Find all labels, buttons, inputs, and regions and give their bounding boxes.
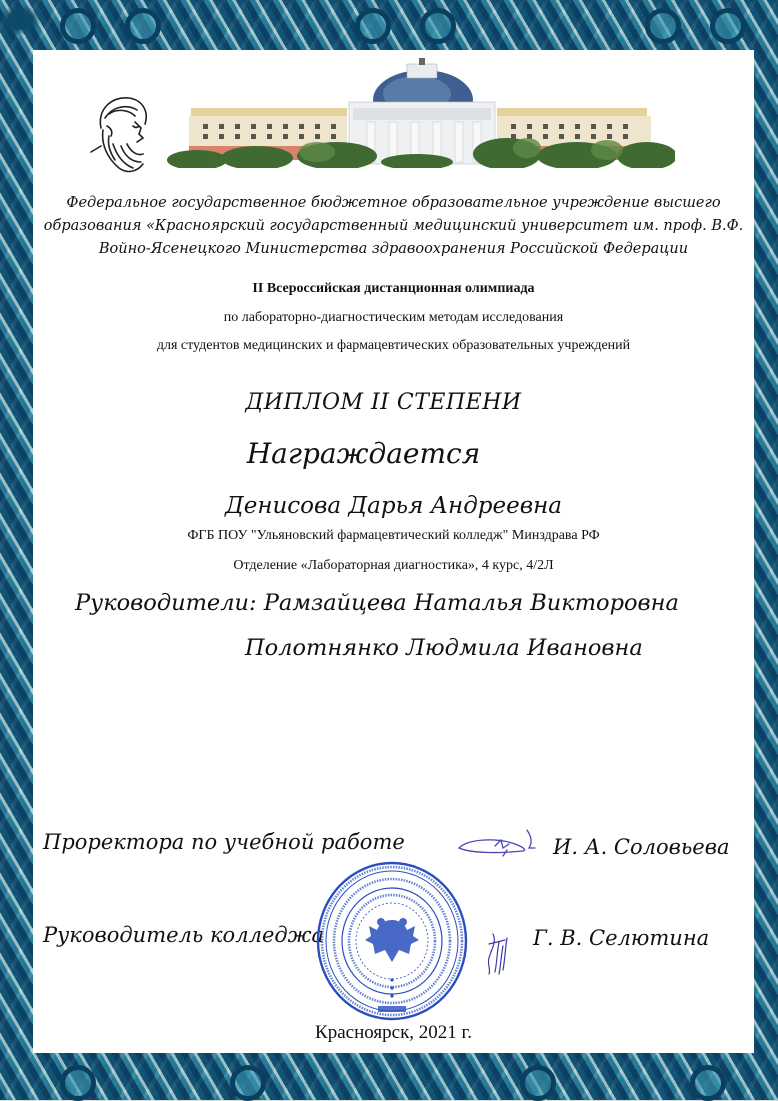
official-seal-icon — [315, 860, 470, 1022]
handwritten-signature-icon — [453, 822, 548, 862]
olympiad-title: II Всероссийская дистанционная олимпиада — [252, 281, 535, 296]
diploma-degree: ДИПЛОМ II СТЕПЕНИ — [245, 390, 522, 415]
olympiad-subtitle-1: по лабораторно-диагностическим методам исследования — [223, 310, 564, 325]
border-scroll-ornament — [230, 1065, 266, 1101]
border-scroll-ornament — [125, 8, 161, 44]
recipient-name: Денисова Дарья Андреевна — [225, 493, 562, 519]
university-building-image — [167, 58, 675, 168]
border-scroll-ornament — [420, 8, 456, 44]
border-scroll-ornament — [710, 8, 746, 44]
organization-name — [33, 192, 754, 261]
signature-name-college-head: Г. В. Селютина — [533, 926, 710, 950]
organization-line-1: Федеральное государственное бюджетное образовательное учреждение высшего — [66, 195, 721, 211]
certificate-panel — [33, 50, 754, 1053]
handwritten-signature-icon — [483, 930, 513, 978]
signature-name-vice-rector: И. А. Соловьева — [553, 835, 730, 859]
border-scroll-ornament — [520, 1065, 556, 1101]
organization-line-3: Войно-Ясенецкого Министерства здравоохранения Российской Федерации — [98, 241, 689, 257]
border-scroll-ornament — [690, 1065, 726, 1101]
awarded-heading: Награждается — [246, 437, 481, 470]
portrait-sketch-icon — [83, 88, 163, 176]
leaders-line-1: Руководители: Рамзайцева Наталья Викторовна — [75, 590, 679, 616]
olympiad-subtitle-2: для студентов медицинских и фармацевтических образовательных учреждений — [156, 338, 631, 353]
signature-role-college-head: Руководитель колледжа — [43, 923, 325, 947]
department-info: Отделение «Лабораторная диагностика», 4 курс, 4/2Л — [233, 558, 554, 573]
border-scroll-ornament — [645, 8, 681, 44]
signature-role-vice-rector: Проректора по учебной работе — [43, 830, 405, 854]
border-scroll-ornament — [355, 8, 391, 44]
border-scroll-ornament — [60, 1065, 96, 1101]
leaders-line-2: Полотнянко Людмила Ивановна — [245, 635, 643, 661]
place-and-date: Красноярск, 2021 г. — [315, 1022, 472, 1043]
organization-line-2: образования «Красноярский государственный медицинский университет им. проф. В.Ф. — [43, 218, 744, 234]
college-name: ФГБ ПОУ "Ульяновский фармацевтический колледж" Минздрава РФ — [187, 528, 600, 543]
double-headed-eagle-icon — [365, 918, 419, 962]
border-scroll-ornament — [60, 8, 96, 44]
